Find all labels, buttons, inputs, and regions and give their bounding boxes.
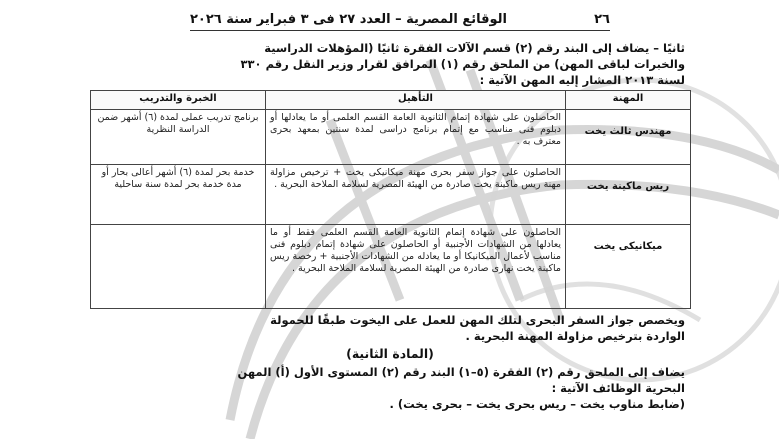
table-row (91, 165, 691, 225)
table-header-row (91, 91, 691, 110)
page-header (190, 8, 610, 31)
cell-qualification: الحاصلون على شهادة إتمام الثانوية العامة القسم العلمى فقط أو ما يعادلها من الشهادات الأجنبية أو الحاصلون على شهادة إتمام دبلوم فنى مناسب لأعمال الميكانيكا أو ما يعادله من الشهادات الأجنبية + رخصة ريس ماكينة يخت نهارى صادرة من الهيئة المصرية لسلامة الملاحة البحرية . (266, 225, 566, 309)
page-number: ٢٦ (594, 11, 610, 27)
cell-job: ميكانيكى يخت (566, 225, 691, 309)
cell-qualification: الحاصلون على جواز سفر بحرى مهنة ميكانيكى يخت + ترخيص مزاولة مهنة ريس ماكينة يخت صادرة من الهيئة المصرية لسلامة الملاحة البحرية . (266, 165, 566, 225)
col-header-qualification: التأهيل (266, 91, 566, 110)
intro-line-2: والخبرات لباقى المهن) من الملحق رقم (١) المرافق لقرار وزير النقل رقم ٣٣٠ (240, 57, 685, 71)
article-line-2: البحرية الوظائف الآتية : (551, 381, 685, 395)
article-line-1: يضاف إلى الملحق رقم (٢) الفقرة (٥–١) البند رقم (٢) المستوى الأول (أ) المهن (237, 365, 685, 379)
professions-table (90, 90, 691, 309)
intro-line-1: ثانيًا – يضاف إلى البند رقم (٢) قسم الآلات الفقرة ثانيًا (المؤهلات الدراسية (264, 41, 685, 55)
cell-job: مهندس ثالث يخت (566, 110, 691, 165)
cell-job: ريس ماكينة يخت (566, 165, 691, 225)
table-row (91, 225, 691, 309)
cell-experience (91, 225, 266, 309)
cell-qualification: الحاصلون على شهادة إتمام الثانوية العامة القسم العلمى أو ما يعادلها أو دبلوم فنى مناسب مع إتمام برنامج دراسى لمدة سنتين بمعهد بحرى معترف به . (266, 110, 566, 165)
article-line-3: (ضابط مناوب يخت – ريس بحرى يخت – بحرى يخت) . (389, 397, 685, 411)
col-header-experience: الخبرة والتدريب (91, 91, 266, 110)
table-row (91, 110, 691, 165)
article-title: (المادة الثانية) (346, 346, 434, 361)
cell-experience: خدمة بحر لمدة (٦) أشهر أعالى بحار أو مدة خدمة بحر لمدة سنة ساحلية (91, 165, 266, 225)
journal-title: الوقائع المصرية – العدد ٢٧ فى ٣ فبراير سنة ٢٠٢٦ (190, 11, 507, 27)
intro-line-3: لسنة ٢٠١٣ المشار إليه المهن الآتية : (479, 73, 685, 87)
cell-experience: برنامج تدريب عملى لمدة (٦) أشهر ضمن الدراسة النظرية (91, 110, 266, 165)
after-table-line-1: ويخصص جواز السفر البحرى لتلك المهن للعمل على اليخوت طبقًا للحمولة (270, 313, 685, 327)
col-header-job: المهنة (566, 91, 691, 110)
after-table-line-2: الواردة بترخيص مزاولة المهنة البحرية . (465, 329, 685, 343)
